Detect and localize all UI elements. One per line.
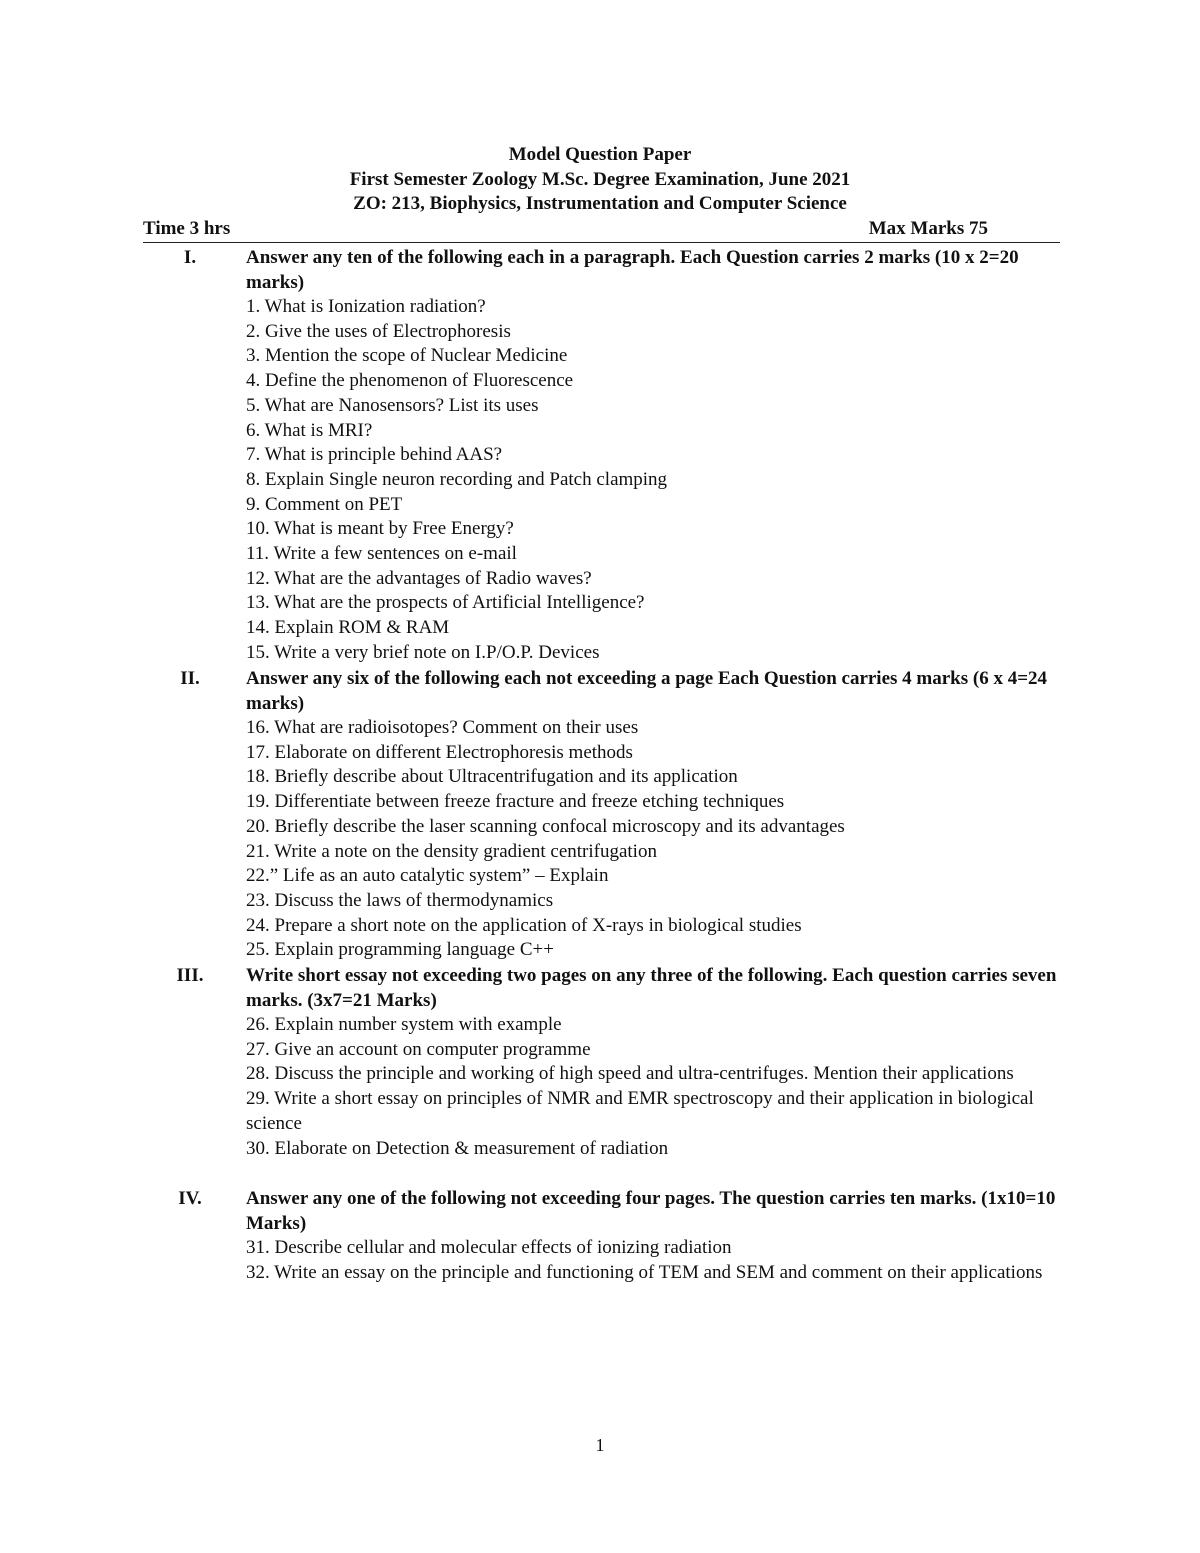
time-allowed: Time 3 hrs — [143, 218, 231, 239]
question-item: 28. Discuss the principle and working of high speed and ultra-centrifuges. Mention their applications — [246, 1063, 1014, 1085]
question-item: 11. Write a few sentences on e-mail — [246, 543, 517, 565]
question-item: 19. Differentiate between freeze fracture and freeze etching techniques — [246, 791, 785, 813]
question-item: 26. Explain number system with example — [246, 1014, 562, 1035]
question-item: 21. Write a note on the density gradient centrifugation — [246, 840, 657, 862]
question-item: 18. Briefly describe about Ultracentrifugation and its application — [246, 766, 738, 788]
section-instruction: Answer any one of the following not exceeding four pages. The question carries ten marks. (1x10=10 Marks) — [246, 1188, 1056, 1234]
course-name: ZO: 213, Biophysics, Instrumentation and Computer Science — [353, 193, 847, 214]
question-item: 25. Explain programming language C++ — [246, 939, 554, 961]
section-number: III. — [176, 965, 204, 986]
question-item: 3. Mention the scope of Nuclear Medicine — [246, 345, 568, 367]
question-item: 7. What is principle behind AAS? — [246, 444, 503, 466]
question-item: 5. What are Nanosensors? List its uses — [246, 394, 539, 416]
question-item: 2. Give the uses of Electrophoresis — [246, 320, 511, 342]
page-number: 1 — [595, 1435, 605, 1455]
question-list — [246, 716, 1061, 963]
question-item: 23. Discuss the laws of thermodynamics — [246, 889, 554, 911]
section-instruction: Answer any six of the following each not exceeding a page Each Question carries 4 marks (6 x 4=24 marks) — [246, 668, 1048, 714]
section-number: I. — [183, 247, 197, 268]
question-item: 12. What are the advantages of Radio waves? — [246, 567, 592, 589]
question-item: 30. Elaborate on Detection & measurement of radiation — [246, 1137, 669, 1159]
max-marks: Max Marks 75 — [868, 218, 988, 239]
question-item: 27. Give an account on computer programme — [246, 1038, 591, 1060]
question-item: 15. Write a very brief note on I.P/O.P. Devices — [246, 641, 600, 663]
question-item: 9. Comment on PET — [246, 493, 403, 515]
question-item: 17. Elaborate on different Electrophoresis methods — [246, 741, 633, 763]
question-item: 32. Write an essay on the principle and functioning of TEM and SEM and comment on their applications — [246, 1261, 1043, 1283]
question-list — [246, 1013, 1061, 1161]
section-instruction: Answer any ten of the following each in a paragraph. Each Question carries 2 marks (10 x 2=20 marks) — [246, 247, 1019, 293]
exam-name: First Semester Zoology M.Sc. Degree Examination, June 2021 — [349, 169, 851, 190]
section-number: IV. — [178, 1188, 202, 1209]
question-item: 31. Describe cellular and molecular effects of ionizing radiation — [246, 1237, 732, 1258]
question-item: 14. Explain ROM & RAM — [246, 617, 450, 639]
question-item: 22.” Life as an auto catalytic system” – Explain — [246, 865, 609, 887]
paper-title: Model Question Paper — [508, 144, 692, 165]
question-item: 16. What are radioisotopes? Comment on their uses — [246, 717, 639, 738]
question-item: 29. Write a short essay on principles of NMR and EMR spectroscopy and their application in biological science — [246, 1088, 1034, 1134]
question-item: 24. Prepare a short note on the application of X-rays in biological studies — [246, 914, 802, 936]
question-list — [246, 295, 1061, 666]
question-item: 4. Define the phenomenon of Fluorescence — [246, 370, 574, 392]
section-number: II. — [180, 668, 200, 689]
question-item: 8. Explain Single neuron recording and Patch clamping — [246, 468, 668, 490]
header-divider — [143, 242, 1060, 243]
section-instruction: Write short essay not exceeding two pages on any three of the following. Each question carries seven marks. (3x7=21 Marks) — [246, 965, 1057, 1011]
question-item: 13. What are the prospects of Artificial Intelligence? — [246, 592, 645, 614]
question-item: 1. What is Ionization radiation? — [246, 296, 486, 317]
question-item: 10. What is meant by Free Energy? — [246, 518, 514, 540]
exam-meta-row — [143, 218, 988, 242]
question-item: 6. What is MRI? — [246, 419, 373, 441]
question-item: 20. Briefly describe the laser scanning confocal microscopy and its advantages — [246, 815, 845, 837]
question-list — [246, 1236, 1061, 1285]
